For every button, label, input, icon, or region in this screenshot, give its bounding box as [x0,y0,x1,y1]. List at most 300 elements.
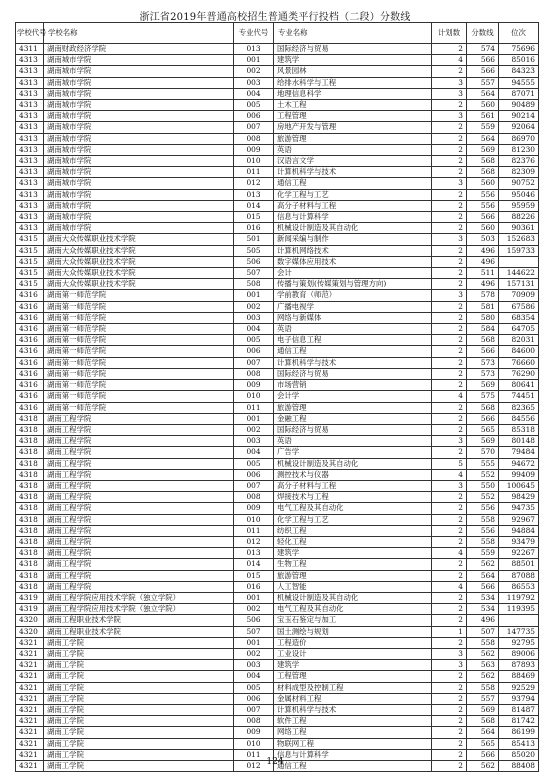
school-code-cell: 4318 [16,536,44,547]
school-code-cell: 4321 [16,682,44,693]
school-code-cell: 4313 [16,122,44,133]
table-row [16,592,539,603]
school-code-cell: 4313 [16,167,44,178]
table-row [16,77,539,88]
plan-count-cell: 2 [432,346,467,357]
major-code-cell: 002 [234,604,274,615]
school-name-cell: 湖南工程职业技术学院 [44,626,234,637]
score-line-cell: 566 [467,66,499,77]
major-name-cell: 工程造价 [274,637,432,648]
table-row [16,178,539,189]
score-line-cell: 563 [467,660,499,671]
major-code-cell: 002 [234,301,274,312]
school-name-cell: 湖南城市学院 [44,189,234,200]
table-row [16,324,539,335]
rank-cell: 88408 [499,761,539,772]
major-name-cell: 通信工程 [274,178,432,189]
table-row [16,335,539,346]
score-line-cell: 562 [467,671,499,682]
table-row [16,492,539,503]
major-code-cell: 001 [234,290,274,301]
score-line-cell: 503 [467,234,499,245]
table-row [16,380,539,391]
major-code-cell: 001 [234,592,274,603]
school-name-cell: 湖南工学院 [44,761,234,772]
school-name-cell: 湖南第一师范学院 [44,391,234,402]
major-name-cell: 土木工程 [274,100,432,111]
score-line-cell: 562 [467,648,499,659]
school-name-cell: 湖南大众传媒职业技术学院 [44,234,234,245]
plan-count-cell: 2 [432,312,467,323]
major-code-cell: 013 [234,44,274,55]
table-row [16,570,539,581]
school-name-cell: 湖南工程学院应用技术学院（独立学院） [44,604,234,615]
school-code-cell: 4316 [16,346,44,357]
major-code-cell: 015 [234,570,274,581]
school-code-cell: 4315 [16,268,44,279]
rank-cell: 95046 [499,189,539,200]
school-name-cell: 湖南城市学院 [44,178,234,189]
major-code-cell: 005 [234,682,274,693]
major-name-cell: 建筑学 [274,548,432,559]
major-code-cell: 002 [234,424,274,435]
rank-cell: 95959 [499,200,539,211]
rank-cell: 92064 [499,122,539,133]
table-row [16,738,539,749]
table-row [16,301,539,312]
plan-count-cell: 2 [432,223,467,234]
score-line-cell: 569 [467,436,499,447]
rank-cell: 159733 [499,245,539,256]
rank-cell: 81230 [499,144,539,155]
school-name-cell: 湖南工学院 [44,648,234,659]
school-code-cell: 4318 [16,503,44,514]
plan-count-cell: 2 [432,570,467,581]
plan-count-cell: 2 [432,615,467,626]
major-code-cell: 007 [234,122,274,133]
plan-count-cell: 2 [432,256,467,267]
major-code-cell: 506 [234,256,274,267]
plan-count-cell: 2 [432,301,467,312]
score-line-cell: 569 [467,704,499,715]
rank-cell: 94735 [499,503,539,514]
table-row [16,212,539,223]
table-row [16,469,539,480]
table-row [16,44,539,55]
school-name-cell: 湖南城市学院 [44,156,234,167]
plan-count-cell: 4 [432,581,467,592]
major-name-cell: 金融工程 [274,413,432,424]
school-code-cell: 4313 [16,212,44,223]
rank-cell: 82309 [499,167,539,178]
school-code-cell: 4315 [16,245,44,256]
school-code-cell: 4315 [16,279,44,290]
score-line-cell: 556 [467,189,499,200]
major-name-cell: 材料成型及控制工程 [274,682,432,693]
table-row [16,503,539,514]
major-code-cell: 011 [234,749,274,760]
rank-cell: 87893 [499,660,539,671]
score-line-cell: 580 [467,312,499,323]
school-code-cell: 4321 [16,637,44,648]
score-line-cell: 570 [467,447,499,458]
score-line-cell: 578 [467,290,499,301]
rank-cell: 86553 [499,581,539,592]
table-row [16,648,539,659]
school-code-cell: 4316 [16,290,44,301]
table-row [16,144,539,155]
rank-cell: 94672 [499,458,539,469]
rank-cell: 93794 [499,693,539,704]
table-row [16,290,539,301]
rank-cell: 82365 [499,402,539,413]
school-code-cell: 4321 [16,761,44,772]
school-code-cell: 4313 [16,156,44,167]
rank-cell: 76290 [499,368,539,379]
score-line-cell: 556 [467,525,499,536]
score-line-cell: 573 [467,368,499,379]
school-code-cell: 4318 [16,436,44,447]
header-major-code: 专业代号 [234,23,274,44]
school-code-cell: 4313 [16,55,44,66]
school-name-cell: 湖南工程学院 [44,559,234,570]
school-code-cell: 4316 [16,391,44,402]
major-name-cell: 国际经济与贸易 [274,44,432,55]
score-line-cell: 559 [467,548,499,559]
page-number: 124 [266,757,284,767]
school-name-cell: 湖南城市学院 [44,144,234,155]
school-name-cell: 湖南第一师范学院 [44,290,234,301]
plan-count-cell: 2 [432,503,467,514]
school-name-cell: 湖南第一师范学院 [44,380,234,391]
score-line-cell: 566 [467,212,499,223]
school-name-cell: 湖南工学院 [44,637,234,648]
table-row [16,111,539,122]
table-row [16,424,539,435]
major-name-cell: 工程管理 [274,111,432,122]
school-code-cell: 4321 [16,727,44,738]
major-code-cell: 507 [234,268,274,279]
table-row [16,660,539,671]
rank-cell: 88226 [499,212,539,223]
rank-cell: 92967 [499,514,539,525]
score-line-cell: 568 [467,402,499,413]
plan-count-cell: 3 [432,480,467,491]
rank-cell: 87088 [499,570,539,581]
rank-cell: 144622 [499,268,539,279]
score-line-cell: 568 [467,156,499,167]
score-line-cell: 511 [467,268,499,279]
score-line-cell: 568 [467,335,499,346]
school-code-cell: 4318 [16,424,44,435]
school-name-cell: 湖南城市学院 [44,167,234,178]
major-name-cell: 会计学 [274,391,432,402]
plan-count-cell: 2 [432,133,467,144]
rank-cell: 80641 [499,380,539,391]
major-name-cell: 纺织工程 [274,525,432,536]
rank-cell: 88469 [499,671,539,682]
major-code-cell: 508 [234,279,274,290]
major-name-cell: 市场营销 [274,380,432,391]
score-line-cell: 496 [467,256,499,267]
table-row [16,436,539,447]
major-code-cell: 010 [234,391,274,402]
school-code-cell: 4313 [16,111,44,122]
major-name-cell: 国土测绘与规划 [274,626,432,637]
major-name-cell: 化学工程与工艺 [274,514,432,525]
plan-count-cell: 2 [432,693,467,704]
major-code-cell: 007 [234,704,274,715]
school-name-cell: 湖南大众传媒职业技术学院 [44,245,234,256]
rank-cell: 75696 [499,44,539,55]
rank-cell [499,615,539,626]
table-row [16,55,539,66]
major-code-cell: 008 [234,492,274,503]
school-name-cell: 湖南工程学院 [44,469,234,480]
major-name-cell: 工程管理 [274,671,432,682]
major-code-cell: 006 [234,469,274,480]
score-line-cell: 496 [467,245,499,256]
rank-cell: 93479 [499,536,539,547]
school-code-cell: 4320 [16,615,44,626]
rank-cell: 147735 [499,626,539,637]
rank-cell: 85020 [499,749,539,760]
major-name-cell: 生物工程 [274,559,432,570]
major-code-cell: 507 [234,626,274,637]
school-code-cell: 4316 [16,357,44,368]
major-name-cell: 国际经济与贸易 [274,368,432,379]
school-code-cell: 4316 [16,380,44,391]
plan-count-cell: 2 [432,492,467,503]
school-code-cell: 4321 [16,716,44,727]
table-row [16,413,539,424]
major-name-cell: 机械设计制造及其自动化 [274,223,432,234]
school-code-cell: 4319 [16,604,44,615]
score-line-cell: 569 [467,144,499,155]
table-row [16,548,539,559]
school-name-cell: 湖南工学院 [44,693,234,704]
score-line-cell: 556 [467,200,499,211]
score-line-cell: 534 [467,592,499,603]
score-line-cell: 584 [467,324,499,335]
plan-count-cell: 2 [432,716,467,727]
major-name-cell: 数字媒体应用技术 [274,256,432,267]
school-code-cell: 4321 [16,704,44,715]
major-name-cell: 机械设计制造及其自动化 [274,592,432,603]
plan-count-cell: 2 [432,402,467,413]
table-row [16,626,539,637]
header-major-name: 专业名称 [274,23,432,44]
table-row [16,727,539,738]
school-name-cell: 湖南工程学院 [44,480,234,491]
school-name-cell: 湖南工程学院 [44,548,234,559]
plan-count-cell: 2 [432,604,467,615]
school-name-cell: 湖南城市学院 [44,88,234,99]
school-name-cell: 湖南工程职业技术学院 [44,615,234,626]
score-line-cell: 568 [467,716,499,727]
rank-cell: 92795 [499,637,539,648]
school-name-cell: 湖南城市学院 [44,111,234,122]
table-row [16,312,539,323]
table-row [16,704,539,715]
table-row [16,223,539,234]
major-code-cell: 005 [234,100,274,111]
plan-count-cell: 2 [432,357,467,368]
major-code-cell: 011 [234,402,274,413]
major-code-cell: 016 [234,581,274,592]
major-name-cell: 高分子材料与工程 [274,480,432,491]
rank-cell: 86970 [499,133,539,144]
school-name-cell: 湖南财政经济学院 [44,44,234,55]
major-code-cell: 014 [234,559,274,570]
rank-cell: 85413 [499,738,539,749]
rank-cell: 88501 [499,559,539,570]
rank-cell: 82376 [499,156,539,167]
school-code-cell: 4313 [16,178,44,189]
major-name-cell: 新闻采编与制作 [274,234,432,245]
plan-count-cell: 3 [432,436,467,447]
table-row [16,480,539,491]
plan-count-cell: 3 [432,77,467,88]
table-row [16,167,539,178]
school-code-cell: 4316 [16,324,44,335]
plan-count-cell: 2 [432,536,467,547]
major-name-cell: 地理信息科学 [274,88,432,99]
score-line-cell: 534 [467,604,499,615]
plan-count-cell: 2 [432,749,467,760]
major-name-cell: 通信工程 [274,761,432,772]
school-code-cell: 4313 [16,144,44,155]
score-line-cell: 507 [467,626,499,637]
plan-count-cell: 2 [432,413,467,424]
major-code-cell: 004 [234,324,274,335]
rank-cell: 87071 [499,88,539,99]
plan-count-cell: 2 [432,122,467,133]
score-line-cell: 566 [467,581,499,592]
school-code-cell: 4313 [16,100,44,111]
school-name-cell: 湖南城市学院 [44,223,234,234]
rank-cell: 90361 [499,223,539,234]
major-name-cell: 高分子材料与工程 [274,200,432,211]
rank-cell: 64705 [499,324,539,335]
score-line-cell: 560 [467,178,499,189]
school-name-cell: 湖南第一师范学院 [44,402,234,413]
major-code-cell: 012 [234,178,274,189]
table-header-row [16,23,539,44]
major-name-cell: 计算机科学与技术 [274,167,432,178]
header-school-name: 学校名称 [44,23,234,44]
score-line-cell: 562 [467,559,499,570]
plan-count-cell: 2 [432,592,467,603]
score-line-cell: 566 [467,55,499,66]
school-name-cell: 湖南工程学院 [44,424,234,435]
school-name-cell: 湖南城市学院 [44,200,234,211]
plan-count-cell: 2 [432,447,467,458]
table-row [16,581,539,592]
plan-count-cell: 2 [432,144,467,155]
major-code-cell: 008 [234,368,274,379]
school-name-cell: 湖南工程学院应用技术学院（独立学院） [44,592,234,603]
table-row [16,682,539,693]
score-line-cell: 568 [467,167,499,178]
major-code-cell: 006 [234,111,274,122]
page-title: 浙江省2019年普通高校招生普通类平行投档（二段）分数线 [139,12,411,23]
table-row [16,66,539,77]
major-name-cell: 学前教育（师范） [274,290,432,301]
table-row [16,458,539,469]
plan-count-cell: 2 [432,200,467,211]
table-row [16,279,539,290]
table-row [16,447,539,458]
score-line-cell: 552 [467,469,499,480]
major-name-cell: 广告学 [274,447,432,458]
table-row [16,234,539,245]
major-code-cell: 009 [234,503,274,514]
table-row [16,671,539,682]
rank-cell: 92267 [499,548,539,559]
major-name-cell: 传播与策划(传媒策划与管理方向) [274,279,432,290]
rank-cell: 84600 [499,346,539,357]
school-code-cell: 4313 [16,200,44,211]
major-code-cell: 012 [234,761,274,772]
rank-cell: 90214 [499,111,539,122]
school-name-cell: 湖南第一师范学院 [44,346,234,357]
rank-cell: 74451 [499,391,539,402]
plan-count-cell: 2 [432,682,467,693]
school-name-cell: 湖南工学院 [44,738,234,749]
table-row [16,88,539,99]
rank-cell: 94555 [499,77,539,88]
plan-count-cell: 2 [432,100,467,111]
score-line-cell: 559 [467,122,499,133]
score-line-cell: 565 [467,424,499,435]
school-name-cell: 湖南工学院 [44,704,234,715]
rank-cell: 89006 [499,648,539,659]
score-line-cell: 557 [467,77,499,88]
plan-count-cell: 2 [432,704,467,715]
school-name-cell: 湖南工程学院 [44,536,234,547]
school-code-cell: 4313 [16,88,44,99]
table-row [16,100,539,111]
school-name-cell: 湖南城市学院 [44,100,234,111]
table-row [16,245,539,256]
rank-cell: 79484 [499,447,539,458]
major-code-cell: 008 [234,716,274,727]
major-name-cell: 电气工程及其自动化 [274,604,432,615]
major-name-cell: 计算机网络技术 [274,245,432,256]
major-name-cell: 风景园林 [274,66,432,77]
school-code-cell: 4318 [16,581,44,592]
major-name-cell: 国际经济与贸易 [274,424,432,435]
school-code-cell: 4321 [16,693,44,704]
school-name-cell: 湖南城市学院 [44,133,234,144]
score-line-cell: 564 [467,88,499,99]
admission-score-table [15,22,539,772]
score-line-cell: 558 [467,682,499,693]
school-code-cell: 4318 [16,480,44,491]
major-name-cell: 信息与计算科学 [274,749,432,760]
plan-count-cell: 2 [432,212,467,223]
major-name-cell: 软件工程 [274,716,432,727]
major-name-cell: 旅游管理 [274,402,432,413]
rank-cell: 84323 [499,66,539,77]
plan-count-cell: 3 [432,178,467,189]
school-name-cell: 湖南工程学院 [44,436,234,447]
rank-cell: 81742 [499,716,539,727]
major-code-cell: 506 [234,615,274,626]
school-name-cell: 湖南第一师范学院 [44,368,234,379]
school-code-cell: 4311 [16,44,44,55]
